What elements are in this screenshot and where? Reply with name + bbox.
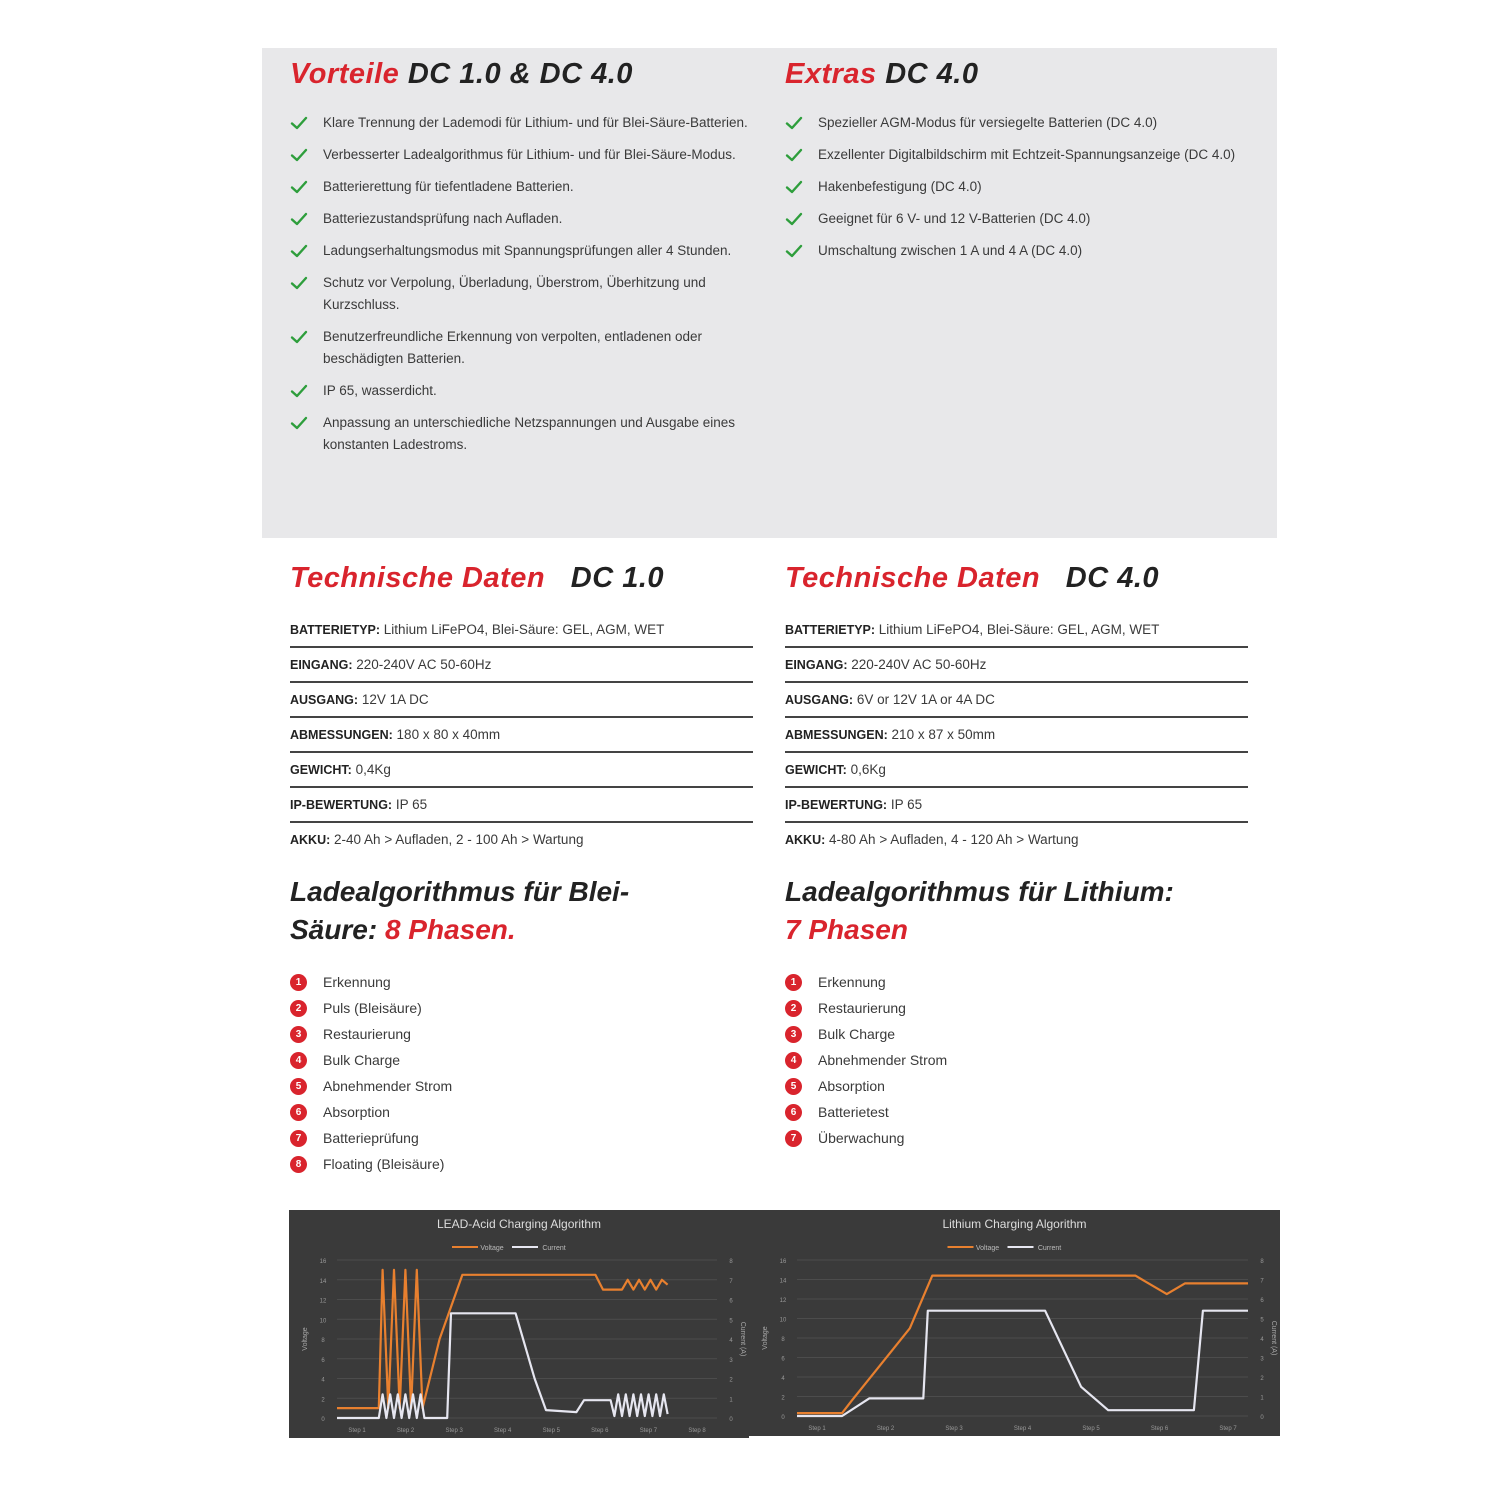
advantages-item-text: Benutzerfreundliche Erkennung von verpolten, entladenen oder beschädigten Batterien. [323, 329, 703, 366]
advantages-item-text: Batterierettung für tiefentladene Batterien. [323, 179, 574, 194]
x-tick-label: Step 5 [542, 1428, 560, 1434]
spec-label: AUSGANG: [290, 693, 359, 707]
check-icon [785, 211, 803, 227]
y-tick-label: 0 [321, 1417, 325, 1423]
phase-number-badge: 4 [290, 1052, 307, 1069]
extras-item [785, 240, 1255, 262]
spec-value: Lithium LiFePO4, Blei-Säure: GEL, AGM, WET [380, 622, 665, 637]
phase-number-badge: 7 [290, 1130, 307, 1147]
advantages-section [290, 58, 750, 466]
phase-item [290, 969, 750, 995]
spec-label: IP-BEWERTUNG: [290, 798, 393, 812]
phase-number-badge: 5 [785, 1078, 802, 1095]
algo-lithium-title [785, 873, 1245, 949]
spec-row [785, 788, 1248, 823]
lead-acid-chart [289, 1210, 749, 1438]
y-tick-label: 2 [321, 1397, 325, 1404]
phase-number-badge: 2 [785, 1000, 802, 1017]
y2-tick-label: 3 [1260, 1356, 1264, 1363]
y-tick-label: 4 [321, 1377, 325, 1384]
extras-title-red: Extras [785, 58, 877, 90]
extras-item [785, 112, 1255, 134]
phase-item [785, 1047, 1245, 1073]
extras-item [785, 144, 1255, 166]
specs-dc10-title-red: Technische Daten [290, 562, 546, 594]
spec-row [290, 613, 753, 648]
x-tick-label: Step 2 [876, 1426, 895, 1432]
advantages-item [290, 240, 750, 262]
check-icon [785, 147, 803, 163]
advantages-item-text: Ladungserhaltungsmodus mit Spannungsprüfungen aller 4 Stunden. [323, 243, 732, 258]
phase-item [290, 995, 750, 1021]
spec-label: AKKU: [290, 833, 331, 847]
spec-value: IP 65 [392, 797, 428, 812]
y-tick-label: 10 [319, 1318, 327, 1325]
phase-item [785, 1073, 1245, 1099]
extras-item [785, 176, 1255, 198]
current-series-line [797, 1311, 1248, 1416]
spec-value: 180 x 80 x 40mm [392, 727, 501, 742]
extras-item-text: Geeignet für 6 V- und 12 V-Batterien (DC 4.0) [818, 211, 1091, 226]
spec-value: 6V or 12V 1A or 4A DC [853, 692, 995, 707]
advantages-title-dark: DC 1.0 & DC 4.0 [407, 58, 633, 90]
spec-row [785, 613, 1248, 648]
check-icon [290, 243, 308, 259]
spec-row [785, 683, 1248, 718]
spec-value: 4-80 Ah > Aufladen, 4 - 120 Ah > Wartung [825, 832, 1079, 847]
extras-item-text: Hakenbefestigung (DC 4.0) [818, 179, 982, 194]
spec-row [290, 788, 753, 823]
spec-row [290, 823, 753, 856]
y2-tick-label: 4 [729, 1338, 733, 1344]
phase-item [785, 995, 1245, 1021]
phase-item [785, 969, 1245, 995]
phase-label: Abnehmender Strom [818, 1052, 948, 1068]
spec-label: ABMESSUNGEN: [290, 728, 393, 742]
phase-label: Restaurierung [323, 1026, 411, 1042]
spec-row [290, 648, 753, 683]
legend-voltage-label: Voltage [975, 1245, 1000, 1252]
x-tick-label: Step 4 [494, 1428, 512, 1434]
y-axis-label: Voltage [302, 1327, 309, 1351]
y2-tick-label: 8 [1260, 1259, 1264, 1265]
algo-lithium-phase-count: 7 Phasen [785, 914, 908, 945]
spec-value: 0,4Kg [351, 762, 391, 777]
spec-label: EINGANG: [785, 658, 848, 672]
advantages-list [290, 112, 750, 456]
algo-lead-section [290, 873, 750, 1177]
spec-row [785, 648, 1248, 683]
y2-tick-label: 5 [729, 1318, 733, 1325]
phase-label: Floating (Bleisäure) [323, 1156, 445, 1172]
advantages-item-text: Batteriezustandsprüfung nach Aufladen. [323, 211, 563, 226]
phase-number-badge: 8 [290, 1156, 307, 1173]
y2-tick-label: 1 [1260, 1395, 1264, 1402]
chart-title: Lithium Charging Algorithm [942, 1217, 1087, 1231]
spec-value: 210 x 87 x 50mm [887, 727, 996, 742]
phase-number-badge: 6 [785, 1104, 802, 1121]
extras-item-text: Exzellenter Digitalbildschirm mit Echtzeit-Spannungsanzeige (DC 4.0) [818, 147, 1236, 162]
phase-label: Erkennung [323, 974, 391, 990]
spec-row [785, 718, 1248, 753]
y-tick-label: 16 [319, 1259, 327, 1265]
y2-tick-label: 8 [729, 1259, 733, 1265]
x-tick-label: Step 4 [1013, 1426, 1032, 1432]
y-tick-label: 14 [779, 1278, 787, 1285]
x-tick-label: Step 3 [445, 1428, 463, 1434]
spec-value: 220-240V AC 50-60Hz [352, 657, 492, 672]
spec-value: 12V 1A DC [358, 692, 429, 707]
algo-lead-phase-list [290, 969, 750, 1177]
specs-dc10-title-dark: DC 1.0 [570, 562, 665, 594]
spec-label: EINGANG: [290, 658, 353, 672]
check-icon [290, 211, 308, 227]
phase-label: Bulk Charge [818, 1026, 896, 1042]
phase-label: Batterieprüfung [323, 1130, 419, 1146]
advantages-item-text: Schutz vor Verpolung, Überladung, Überstrom, Überhitzung und Kurzschluss. [323, 275, 706, 312]
y2-tick-label: 5 [1260, 1317, 1264, 1324]
phase-label: Erkennung [818, 974, 886, 990]
advantages-item [290, 326, 750, 370]
spec-label: BATTERIETYP: [785, 623, 876, 637]
algo-lead-title-line2: Säure: [290, 914, 385, 945]
phase-item [290, 1125, 750, 1151]
extras-item-text: Umschaltung zwischen 1 A und 4 A (DC 4.0) [818, 243, 1083, 258]
x-tick-label: Step 7 [639, 1428, 658, 1434]
phase-label: Restaurierung [818, 1000, 906, 1016]
y-tick-label: 16 [779, 1259, 787, 1265]
spec-row [785, 823, 1248, 856]
advantages-item [290, 380, 750, 402]
specs-dc40-title-red: Technische Daten [785, 562, 1041, 594]
algo-lead-title [290, 873, 750, 949]
legend-voltage-label: Voltage [480, 1245, 504, 1252]
check-icon [290, 115, 308, 131]
y-tick-label: 12 [779, 1298, 787, 1304]
phase-number-badge: 3 [290, 1026, 307, 1043]
advantages-item [290, 208, 750, 230]
spec-label: GEWICHT: [290, 763, 352, 777]
check-icon [785, 243, 803, 259]
phase-item [785, 1099, 1245, 1125]
phase-number-badge: 6 [290, 1104, 307, 1121]
spec-row [290, 753, 753, 788]
phase-number-badge: 4 [785, 1052, 802, 1069]
algo-lead-title-line1: Ladealgorithmus für Blei- [290, 876, 630, 907]
phase-number-badge: 5 [290, 1078, 307, 1095]
phase-label: Abnehmender Strom [323, 1078, 453, 1094]
specs-dc40-table [785, 613, 1248, 856]
advantages-item-text: Klare Trennung der Lademodi für Lithium- und für Blei-Säure-Batterien. [323, 115, 748, 130]
spec-value: IP 65 [887, 797, 923, 812]
check-icon [290, 147, 308, 163]
y2-tick-label: 2 [1260, 1376, 1264, 1382]
specs-dc40-title-dark: DC 4.0 [1065, 562, 1160, 594]
spec-row [290, 718, 753, 753]
y2-tick-label: 7 [1260, 1278, 1264, 1285]
spec-value: 0,6Kg [846, 762, 886, 777]
spec-value: Lithium LiFePO4, Blei-Säure: GEL, AGM, WET [875, 622, 1160, 637]
algo-lithium-phase-list [785, 969, 1245, 1151]
advantages-item [290, 112, 750, 134]
x-tick-label: Step 1 [348, 1428, 366, 1434]
advantages-item [290, 412, 750, 456]
extras-title [785, 58, 1255, 91]
phase-label: Bulk Charge [323, 1052, 401, 1068]
check-icon [290, 275, 308, 291]
extras-item [785, 208, 1255, 230]
phase-label: Überwachung [818, 1130, 905, 1146]
voltage-series-line [797, 1276, 1248, 1414]
advantages-title [290, 58, 750, 91]
y-tick-label: 0 [781, 1415, 785, 1421]
y2-tick-label: 4 [1260, 1337, 1264, 1343]
check-icon [290, 415, 308, 431]
x-tick-label: Step 6 [591, 1428, 609, 1434]
phase-number-badge: 3 [785, 1026, 802, 1043]
x-tick-label: Step 8 [688, 1428, 706, 1434]
x-tick-label: Step 3 [945, 1426, 963, 1432]
legend-current-label: Current [542, 1245, 566, 1252]
specs-dc40-section [785, 562, 1248, 856]
extras-item-text: Spezieller AGM-Modus für versiegelte Batterien (DC 4.0) [818, 115, 1158, 130]
advantages-item-text: Anpassung an unterschiedliche Netzspannungen und Ausgabe eines konstanten Ladestroms. [323, 415, 736, 452]
advantages-item [290, 272, 750, 316]
phase-item [785, 1021, 1245, 1047]
advantages-item-text: IP 65, wasserdicht. [323, 383, 437, 398]
phase-item [785, 1125, 1245, 1151]
specs-dc10-table [290, 613, 753, 856]
check-icon [290, 329, 308, 345]
phase-number-badge: 1 [785, 974, 802, 991]
y-tick-label: 6 [321, 1357, 325, 1364]
check-icon [785, 115, 803, 131]
extras-title-dark: DC 4.0 [885, 58, 979, 90]
lead-acid-chart-svg [289, 1210, 749, 1438]
spec-value: 220-240V AC 50-60Hz [847, 657, 987, 672]
y-tick-label: 6 [781, 1356, 785, 1363]
spec-row [290, 683, 753, 718]
y2-tick-label: 0 [1260, 1415, 1264, 1421]
phase-number-badge: 2 [290, 1000, 307, 1017]
spec-label: AKKU: [785, 833, 826, 847]
y2-tick-label: 1 [729, 1397, 733, 1404]
x-tick-label: Step 2 [396, 1428, 415, 1434]
specs-dc10-section [290, 562, 753, 856]
phase-label: Absorption [323, 1104, 390, 1120]
advantages-title-red: Vorteile [290, 58, 400, 90]
phase-item [290, 1047, 750, 1073]
y-tick-label: 14 [319, 1278, 327, 1285]
x-tick-label: Step 5 [1082, 1426, 1100, 1432]
y-tick-label: 10 [779, 1317, 787, 1324]
phase-label: Batterietest [818, 1104, 889, 1120]
x-tick-label: Step 1 [808, 1426, 826, 1432]
y2-tick-label: 3 [729, 1357, 733, 1364]
advantages-item [290, 144, 750, 166]
y2-tick-label: 2 [729, 1377, 733, 1384]
spec-label: BATTERIETYP: [290, 623, 381, 637]
x-tick-label: Step 7 [1219, 1426, 1237, 1432]
y2-tick-label: 0 [729, 1417, 733, 1423]
y-tick-label: 4 [781, 1376, 785, 1382]
phase-number-badge: 7 [785, 1130, 802, 1147]
lithium-chart [749, 1210, 1280, 1436]
phase-label: Puls (Bleisäure) [323, 1000, 422, 1016]
y2-tick-label: 6 [1260, 1298, 1264, 1304]
y2-axis-label: Current (A) [1270, 1320, 1277, 1356]
y-tick-label: 8 [781, 1337, 785, 1343]
lithium-chart-svg [749, 1210, 1280, 1436]
algo-lithium-title-line1: Ladealgorithmus für Lithium: [785, 876, 1174, 907]
check-icon [290, 179, 308, 195]
specs-dc40-title [785, 562, 1248, 595]
advantages-item [290, 176, 750, 198]
algo-lithium-section [785, 873, 1245, 1151]
spec-label: GEWICHT: [785, 763, 847, 777]
spec-label: AUSGANG: [785, 693, 854, 707]
y-tick-label: 12 [319, 1298, 327, 1305]
phase-item [290, 1073, 750, 1099]
advantages-item-text: Verbesserter Ladealgorithmus für Lithium- und für Blei-Säure-Modus. [323, 147, 736, 162]
y2-tick-label: 7 [729, 1278, 733, 1285]
chart-title: LEAD-Acid Charging Algorithm [436, 1217, 602, 1231]
spec-label: ABMESSUNGEN: [785, 728, 888, 742]
specs-dc10-title [290, 562, 753, 595]
extras-list [785, 112, 1255, 262]
y-tick-label: 8 [321, 1338, 325, 1344]
phase-item [290, 1099, 750, 1125]
legend-current-label: Current [1037, 1245, 1062, 1252]
check-icon [290, 383, 308, 399]
phase-number-badge: 1 [290, 974, 307, 991]
y2-tick-label: 6 [729, 1298, 733, 1305]
check-icon [785, 179, 803, 195]
x-tick-label: Step 6 [1150, 1426, 1169, 1432]
extras-section [785, 58, 1255, 272]
phase-item [290, 1021, 750, 1047]
spec-row [785, 753, 1248, 788]
y-axis-label: Voltage [762, 1326, 769, 1350]
phase-item [290, 1151, 750, 1177]
phase-label: Absorption [818, 1078, 885, 1094]
spec-label: IP-BEWERTUNG: [785, 798, 888, 812]
algo-lead-phase-count: 8 Phasen. [384, 914, 516, 945]
spec-value: 2-40 Ah > Aufladen, 2 - 100 Ah > Wartung [330, 832, 584, 847]
y-tick-label: 2 [781, 1395, 785, 1402]
y2-axis-label: Current (A) [739, 1321, 746, 1357]
